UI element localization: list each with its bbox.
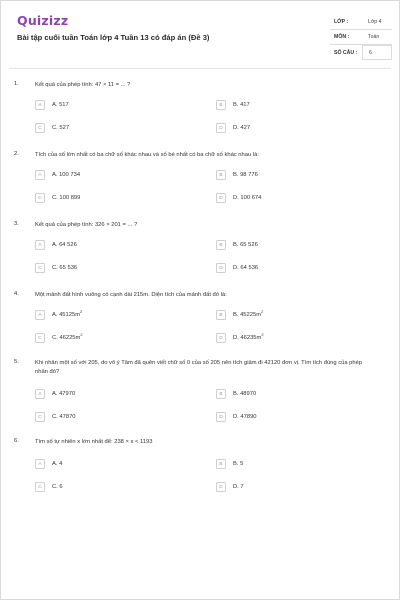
option-letter-box: B xyxy=(216,240,226,250)
option-letter-box: A xyxy=(35,240,45,250)
info-value: Lớp 4 xyxy=(368,19,382,25)
option-text: A. 4 xyxy=(52,461,63,467)
question-text: Tích của số lớn nhất có ba chữ số khác nhau và số bé nhất có ba chữ số khác nhau là: xyxy=(35,152,259,158)
option-letter-box: C xyxy=(35,123,45,133)
question-number: 2. xyxy=(14,151,19,157)
option-text: D. $46235m^2$ xyxy=(233,332,264,341)
option-d[interactable] xyxy=(216,263,258,273)
option-letter-box: D xyxy=(216,333,226,343)
option-text: A. 47970 xyxy=(52,391,76,397)
option-letter-box: A xyxy=(35,170,45,180)
option-a[interactable] xyxy=(35,240,77,250)
option-text: D. 427 xyxy=(233,125,251,131)
option-a[interactable] xyxy=(35,170,80,180)
option-letter-box: D xyxy=(216,263,226,273)
header-divider xyxy=(9,68,391,69)
quizizz-logo: Quizizz xyxy=(17,13,69,28)
option-b[interactable] xyxy=(216,170,258,180)
option-text: C. 6 xyxy=(52,484,63,490)
option-c[interactable] xyxy=(35,482,63,492)
option-text: C. 65 536 xyxy=(52,265,78,271)
option-b[interactable] xyxy=(216,459,243,469)
option-d[interactable] xyxy=(216,193,261,203)
info-row-subject xyxy=(330,30,392,45)
question-text: Kết quả của phép tính: 47 × 11 = ... ? xyxy=(35,82,131,88)
option-letter-box: C xyxy=(35,333,45,343)
option-letter-box: C xyxy=(35,412,45,422)
option-b[interactable] xyxy=(216,389,256,399)
option-letter-box: B xyxy=(216,100,226,110)
question-text: Một mảnh đất hình vuông có cạnh dài 215m. Diện tích của mảnh đất đó là: xyxy=(35,292,227,298)
option-b[interactable] xyxy=(216,310,263,320)
option-text: A. 64 526 xyxy=(52,242,77,248)
option-letter-box: A xyxy=(35,100,45,110)
option-text: B. 417 xyxy=(233,102,250,108)
option-letter-box: D xyxy=(216,482,226,492)
option-c[interactable] xyxy=(35,123,69,133)
option-text: A. 517 xyxy=(52,102,69,108)
option-letter-box: C xyxy=(35,263,45,273)
question-number: 3. xyxy=(14,221,19,227)
option-text: B. $45225m^2$ xyxy=(233,309,264,318)
question-text: Khi nhân một số với 205, do vô ý Tâm đã quên viết chữ số 0 của số 205 nên tích giảm đi 42120 đơn vị. Tìm tích đúng của phép nhân đó? xyxy=(35,360,363,375)
option-c[interactable] xyxy=(35,263,77,273)
option-text: C. $46225m^2$ xyxy=(52,332,83,341)
option-c[interactable] xyxy=(35,193,80,203)
option-text: A. $45125m^2$ xyxy=(52,309,83,318)
option-text: D. 47890 xyxy=(233,414,257,420)
info-key: LỚP : xyxy=(334,19,349,25)
info-row-class xyxy=(330,15,392,30)
option-letter-box: C xyxy=(35,482,45,492)
option-d[interactable] xyxy=(216,482,244,492)
option-d[interactable] xyxy=(216,123,250,133)
question-text: Tìm số tự nhiên x lớn nhất để: 238 × x < 1193 xyxy=(35,439,153,445)
option-a[interactable] xyxy=(35,459,62,469)
option-b[interactable] xyxy=(216,100,250,110)
info-row-count xyxy=(330,45,392,60)
option-c[interactable] xyxy=(35,333,83,343)
option-c[interactable] xyxy=(35,412,76,422)
option-text: C. 47870 xyxy=(52,414,76,420)
option-d[interactable] xyxy=(216,412,257,422)
option-text: D. 64 536 xyxy=(233,265,259,271)
question-number: 1. xyxy=(14,81,19,87)
option-d[interactable] xyxy=(216,333,264,343)
worksheet-title: Bài tập cuối tuần Toán lớp 4 Tuần 13 có đáp án (Đề 3) xyxy=(17,33,210,42)
question-number: 5. xyxy=(14,359,19,365)
option-text: D. 100 674 xyxy=(233,195,262,201)
option-text: A. 100 734 xyxy=(52,172,81,178)
info-value: 6 xyxy=(362,45,392,60)
question-number: 4. xyxy=(14,291,19,297)
option-letter-box: B xyxy=(216,310,226,320)
option-letter-box: B xyxy=(216,459,226,469)
option-letter-box: A xyxy=(35,459,45,469)
option-letter-box: B xyxy=(216,170,226,180)
option-a[interactable] xyxy=(35,100,69,110)
question-text: Kết quả của phép tính: 326 × 201 = ... ? xyxy=(35,222,138,228)
option-text: B. 48970 xyxy=(233,391,257,397)
option-b[interactable] xyxy=(216,240,258,250)
option-text: B. 65 526 xyxy=(233,242,258,248)
option-letter-box: B xyxy=(216,389,226,399)
info-key: SỐ CÂU : xyxy=(334,49,358,56)
option-letter-box: A xyxy=(35,310,45,320)
option-letter-box: D xyxy=(216,123,226,133)
option-text: B. 98 776 xyxy=(233,172,258,178)
option-text: C. 100 899 xyxy=(52,195,81,201)
option-letter-box: A xyxy=(35,389,45,399)
question-number: 6. xyxy=(14,438,19,444)
option-letter-box: D xyxy=(216,193,226,203)
option-a[interactable] xyxy=(35,310,82,320)
option-letter-box: C xyxy=(35,193,45,203)
option-letter-box: D xyxy=(216,412,226,422)
option-a[interactable] xyxy=(35,389,75,399)
info-table xyxy=(330,15,392,60)
option-text: B. 5 xyxy=(233,461,244,467)
option-text: D. 7 xyxy=(233,484,244,490)
info-value: Toán xyxy=(368,34,380,40)
info-key: MÔN : xyxy=(334,34,350,40)
option-text: C. 527 xyxy=(52,125,70,131)
